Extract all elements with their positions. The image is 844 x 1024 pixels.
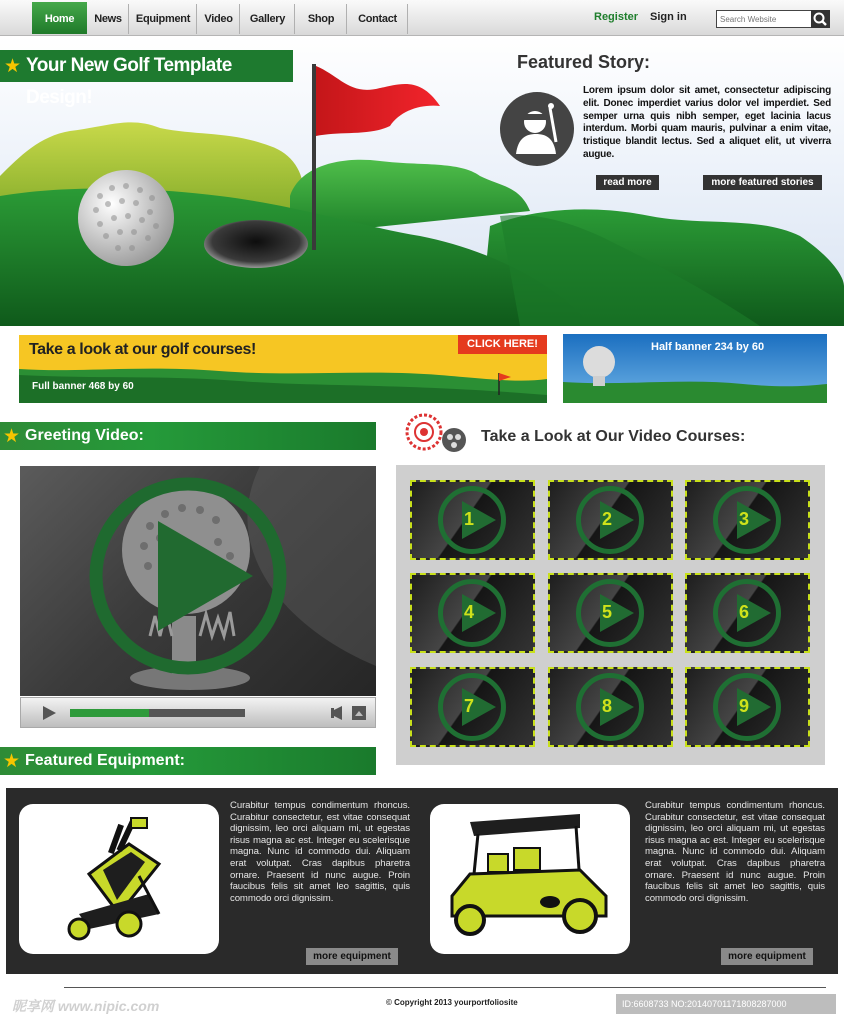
featured-equipment-panel [6, 788, 838, 974]
half-banner-ad[interactable] [563, 334, 827, 403]
volume-icon[interactable] [330, 705, 346, 721]
nav-item-video[interactable]: Video [198, 4, 240, 34]
course-tile[interactable] [548, 480, 673, 560]
golfer-avatar-icon [500, 92, 574, 166]
course-tile[interactable] [685, 667, 810, 747]
course-number: 2 [601, 509, 612, 529]
film-reel-icon [404, 410, 470, 460]
course-number: 9 [738, 696, 749, 716]
video-player[interactable] [20, 466, 376, 696]
video-courses-title: Take a Look at Our Video Courses: [481, 428, 746, 445]
video-courses-grid [396, 465, 825, 765]
full-banner-ad[interactable] [19, 335, 547, 403]
course-number: 7 [463, 696, 474, 716]
golf-cart-icon [430, 804, 630, 954]
video-progress-fill [70, 709, 149, 717]
course-tile[interactable] [548, 573, 673, 653]
golf-bag-card[interactable] [19, 804, 219, 954]
star-icon: ★ [4, 56, 22, 77]
more-featured-stories-button[interactable]: more featured stories [703, 175, 822, 190]
half-banner-caption: Half banner 234 by 60 [651, 341, 765, 353]
footer-divider [64, 987, 826, 988]
hero-banner [0, 36, 844, 326]
course-tile[interactable] [685, 573, 810, 653]
search-icon [811, 10, 830, 28]
featured-story-text: Lorem ipsum dolor sit amet, consectetur adipiscing elit. Donec imperdiet varius dolor vel imperdiet. Sed semper urna quis nibh semper, eget lacinia lacus interdum. Morbi quam mauris, pulvinar a enim vitae, tristique blandit lectus. Sed a aliquet elit, ut viverra augue. [583, 85, 831, 160]
featured-story-title: Featured Story: [517, 52, 651, 72]
nav-item-shop[interactable]: Shop [296, 4, 347, 34]
star-icon: ★ [3, 426, 21, 447]
course-number: 4 [463, 602, 474, 622]
course-tile[interactable] [410, 573, 535, 653]
copyright-text: © Copyright 2013 yourportfoliosite [386, 998, 518, 1007]
equipment-description-2: Curabitur tempus condimentum rhoncus. Curabitur consectetur, est vitae consequat dignissim, leo orci aliquam mi, ut egestas risus magna ac est. Integer eu scelerisque magna. Nunc id commodo dui. Aliquam erat volutpat. Cras dapibus pharetra ornare. Praesent id nunc augue. Proin faucibus felis sit amet leo sagittis, quis commodo orci dignissim. [645, 800, 825, 904]
flag-pole [312, 64, 316, 250]
full-banner-title: Take a look at our golf courses! [29, 341, 256, 358]
fullscreen-icon[interactable] [351, 705, 367, 721]
sign-in-link[interactable]: Sign in [650, 11, 687, 23]
star-icon: ★ [3, 751, 21, 772]
course-number: 8 [601, 696, 612, 716]
equipment-description-1: Curabitur tempus condimentum rhoncus. Curabitur consectetur, est vitae consequat dignissim, leo orci aliquam mi, ut egestas risus magna ac est. Integer eu scelerisque magna. Nunc id commodo dui. Aliquam erat volutpat. Cras dapibus pharetra ornare. Praesent id nunc augue. Proin faucibus felis sit amet leo sagittis, quis commodo orci dignissim. [230, 800, 410, 904]
course-number: 3 [738, 509, 749, 529]
course-number: 6 [738, 602, 749, 622]
nav-item-news[interactable]: News [88, 4, 129, 34]
hero-title: Your New Golf Template Design! [0, 50, 293, 82]
featured-equipment-header: Featured Equipment: [0, 747, 376, 775]
course-tile[interactable] [410, 667, 535, 747]
play-button-icon[interactable] [41, 705, 57, 721]
course-tile[interactable] [410, 480, 535, 560]
golf-hole [204, 220, 308, 268]
more-equipment-button[interactable]: more equipment [721, 948, 813, 965]
course-tile[interactable] [548, 667, 673, 747]
video-progress-bar[interactable] [70, 709, 245, 717]
nav-item-contact[interactable]: Contact [348, 4, 408, 34]
search-button[interactable] [811, 10, 830, 28]
watermark-logo: 昵享网 www.nipic.com [12, 998, 160, 1014]
flag [316, 66, 440, 136]
register-link[interactable]: Register [594, 11, 639, 23]
more-equipment-button[interactable]: more equipment [306, 948, 398, 965]
golf-bag-icon [19, 804, 219, 954]
video-thumbnail [20, 466, 376, 696]
golf-cart-card[interactable] [430, 804, 630, 954]
greeting-video-header: Greeting Video: [0, 422, 376, 450]
read-more-button[interactable]: read more [596, 175, 659, 190]
course-number: 1 [463, 509, 474, 529]
video-controls [20, 697, 376, 728]
search-input[interactable] [720, 12, 810, 26]
click-here-button[interactable]: CLICK HERE! [458, 335, 547, 354]
course-tile[interactable] [685, 480, 810, 560]
full-banner-caption: Full banner 468 by 60 [32, 381, 134, 392]
nav-item-home[interactable]: Home [32, 2, 87, 34]
watermark-id: ID:6608733 NO:20140701171808287000 [616, 994, 836, 1014]
search-box [716, 10, 830, 28]
nav-item-equipment[interactable]: Equipment [130, 4, 197, 34]
nav-item-gallery[interactable]: Gallery [241, 4, 295, 34]
course-number: 5 [601, 602, 612, 622]
top-navigation [0, 0, 844, 36]
